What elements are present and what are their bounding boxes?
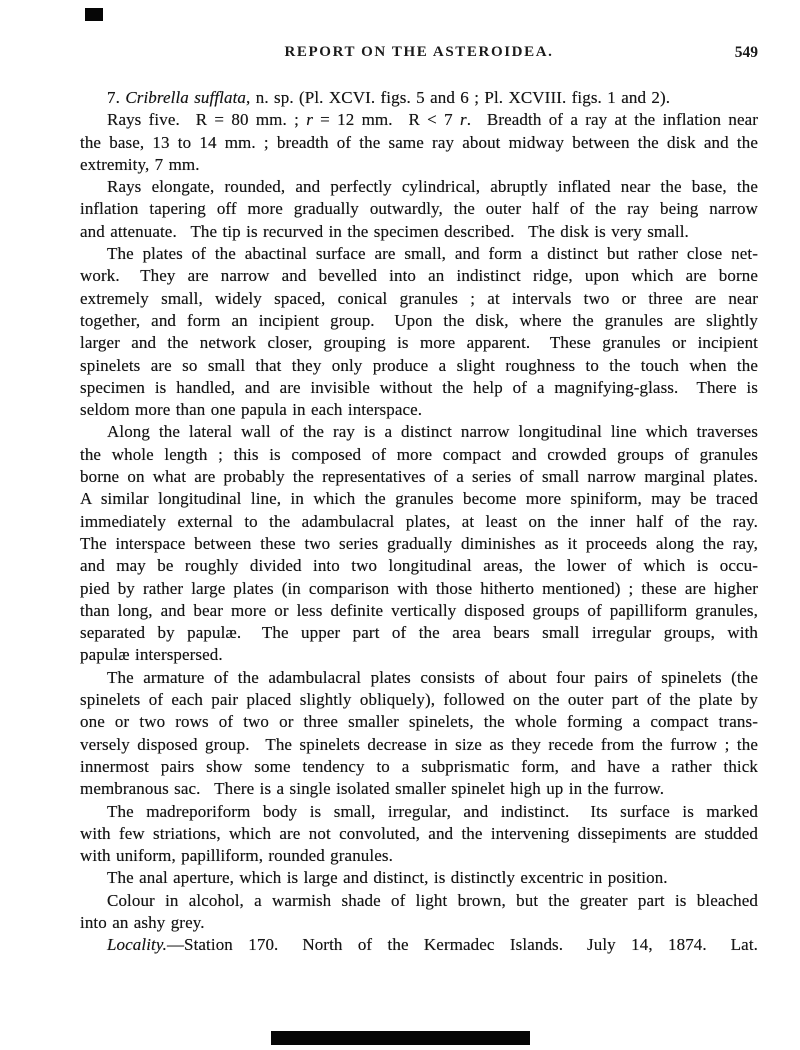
running-title: REPORT ON THE ASTEROIDEA.: [284, 44, 554, 60]
text-line: the whole length ; this is composed of more compact and crowded groups of granules: [80, 444, 758, 464]
paragraph: [80, 934, 758, 956]
text-line: inflation tapering off more gradually outwardly, the outer half of the ray being narrow: [80, 199, 758, 219]
text-line: Along the lateral wall of the ray is a distinct narrow longitudinal line which traverses: [107, 422, 758, 442]
paragraph: [80, 867, 758, 889]
text-line: spinelets of each pair placed slightly obliquely), followed on the outer part of the plate by: [80, 690, 758, 710]
text-line: work. They are narrow and bevelled into an indistinct ridge, upon which are borne: [80, 266, 758, 286]
page-body: [80, 87, 758, 957]
text-line: pied by rather large plates (in comparison with those hitherto mentioned) ; these are higher: [80, 578, 758, 598]
text-line: with uniform, papilliform, rounded granules.: [80, 846, 393, 866]
text-line: immediately external to the adambulacral plates, at least on the inner half of the ray.: [80, 511, 758, 531]
text-line: membranous sac. There is a single isolated smaller spinelet high up in the furrow.: [80, 779, 665, 799]
text-line: separated by papulæ. The upper part of the area bears small irregular groups, with: [80, 623, 758, 643]
text-line: Locality.—Station 170. North of the Kermadec Islands. July 14, 1874. Lat.: [107, 935, 758, 955]
text-line: extremely small, widely spaced, conical granules ; at intervals two or three are near: [80, 288, 758, 308]
text-line: The anal aperture, which is large and distinct, is distinctly excentric in position.: [107, 868, 668, 888]
text-line: one or two rows of two or three smaller spinelets, the whole forming a compact trans-: [80, 712, 758, 732]
text-line: the base, 13 to 14 mm. ; breadth of the same ray about midway between the disk and the: [80, 132, 758, 152]
scan-artifact-bottom-bar: [271, 1031, 530, 1045]
text-line: The interspace between these two series gradually diminishes as it proceeds along the ray,: [80, 533, 758, 553]
text-line: and attenuate. The tip is recurved in the specimen described. The disk is very small.: [80, 221, 689, 241]
text-line: seldom more than one papula in each interspace.: [80, 400, 423, 420]
text-line: The madreporiform body is small, irregular, and indistinct. Its surface is marked: [107, 801, 758, 821]
text-line: together, and form an incipient group. Upon the disk, where the granules are slightly: [80, 310, 758, 330]
text-line: specimen is handled, and are invisible without the help of a magnifying-glass. There is: [80, 377, 758, 397]
text-line: papulæ interspersed.: [80, 645, 223, 665]
page-number: 549: [734, 44, 758, 61]
paragraph: [80, 890, 758, 935]
text-line: The plates of the abactinal surface are small, and form a distinct but rather close net-: [107, 244, 758, 264]
text-line: into an ashy grey.: [80, 912, 205, 932]
paragraph: [80, 667, 758, 801]
text-line: Rays five. R = 80 mm. ; r = 12 mm. R < 7 r. Breadth of a ray at the inflation near: [107, 110, 758, 130]
text-line: The armature of the adambulacral plates consists of about four pairs of spinelets (the: [107, 667, 758, 687]
paragraph: [80, 109, 758, 176]
text-line: versely disposed group. The spinelets decrease in size as they recede from the furrow ; the: [80, 734, 758, 754]
text-line: spinelets are so small that they only produce a slight roughness to the touch when the: [80, 355, 758, 375]
paragraph: [80, 176, 758, 243]
text-line: than long, and bear more or less definite vertically disposed groups of papilliform granules,: [80, 600, 758, 620]
paragraph: [80, 243, 758, 421]
text-line: Colour in alcohol, a warmish shade of light brown, but the greater part is bleached: [107, 890, 758, 910]
text-line: A similar longitudinal line, in which the granules become more spiniform, may be traced: [80, 489, 758, 509]
text-line: and may be roughly divided into two longitudinal areas, the lower of which is occu-: [80, 556, 758, 576]
text-line: with few striations, which are not convoluted, and the intervening dissepiments are studded: [80, 823, 758, 843]
text-line: extremity, 7 mm.: [80, 154, 200, 174]
text-line: 7. Cribrella sufflata, n. sp. (Pl. XCVI. figs. 5 and 6 ; Pl. XCVIII. figs. 1 and 2).: [107, 88, 671, 107]
text-line: Rays elongate, rounded, and perfectly cylindrical, abruptly inflated near the base, the: [107, 177, 758, 197]
scan-artifact-top-left: [85, 8, 103, 21]
paragraph: [80, 801, 758, 868]
text-line: innermost pairs show some tendency to a subprismatic form, and have a rather thick: [80, 756, 758, 776]
text-line: borne on what are probably the representatives of a series of small narrow marginal plates.: [80, 467, 758, 487]
paragraph: [80, 87, 758, 109]
paragraph: [80, 421, 758, 666]
text-line: larger and the network closer, grouping is more apparent. These granules or incipient: [80, 333, 758, 353]
page-header: [80, 44, 758, 62]
